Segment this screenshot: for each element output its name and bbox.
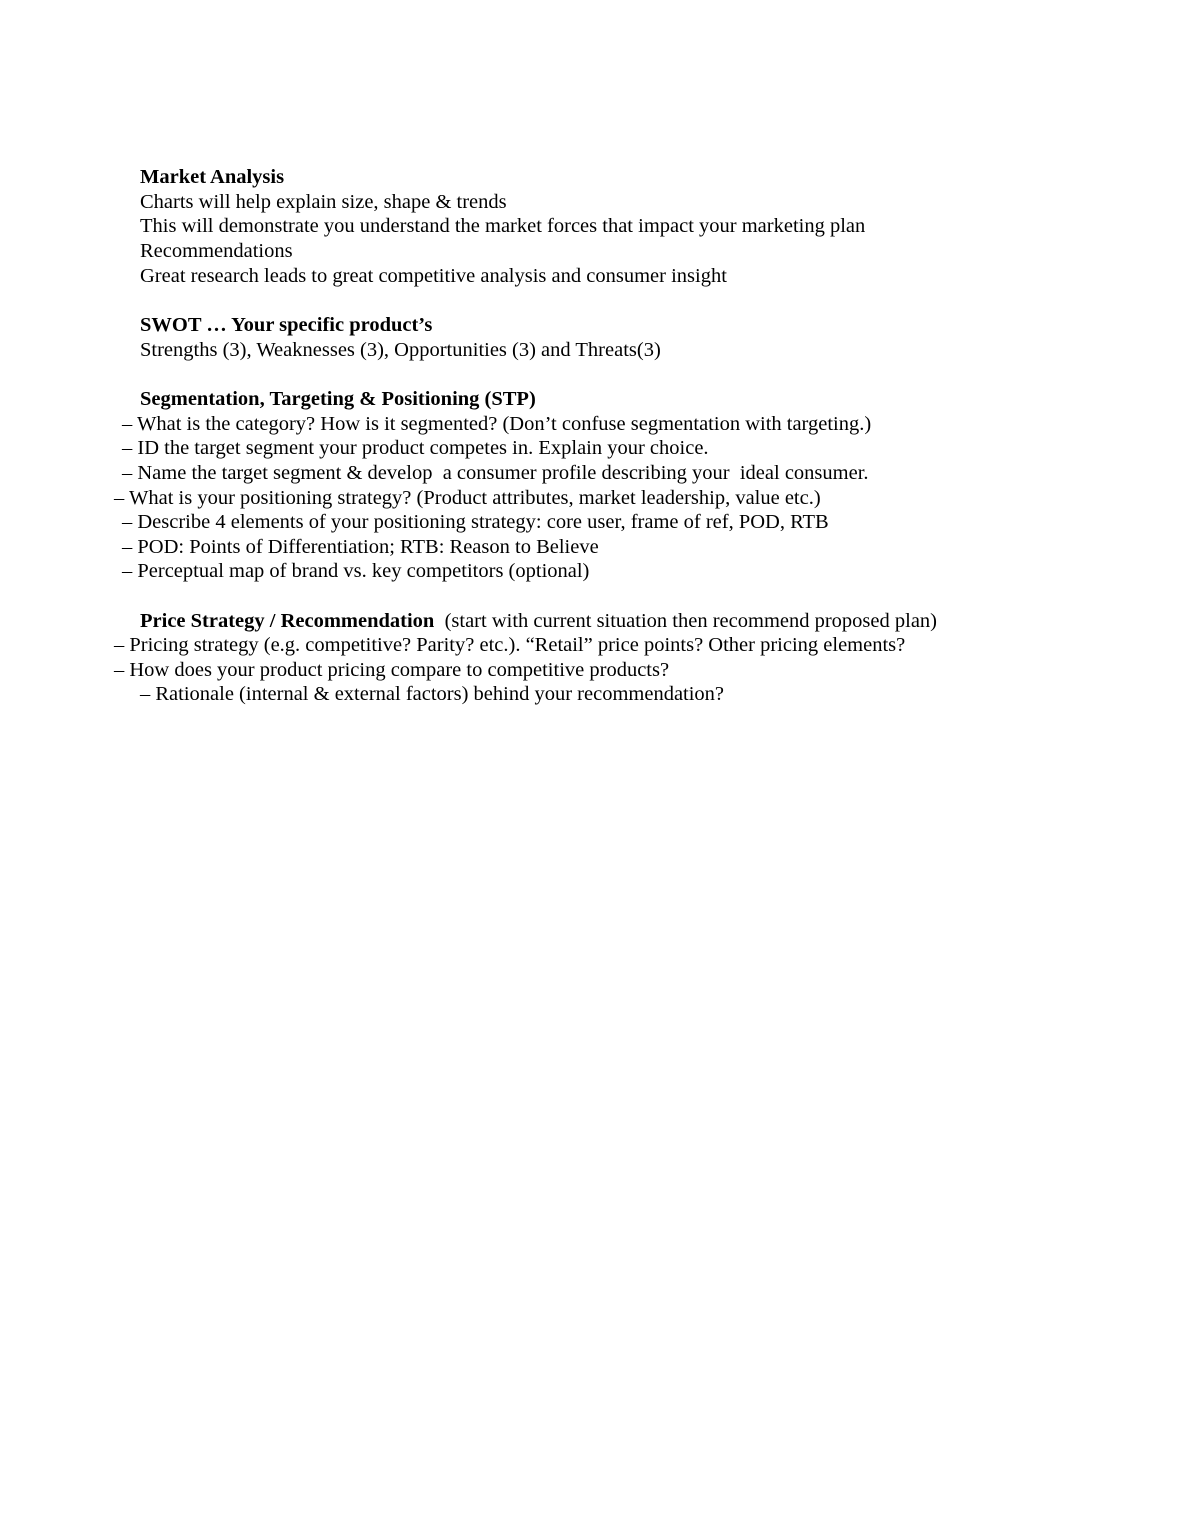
price-heading-line	[140, 609, 937, 633]
market-analysis-line: Great research leads to great competitive analysis and consumer insight	[140, 265, 727, 287]
stp-item: – What is your positioning strategy? (Product attributes, market leadership, value etc.)	[114, 487, 821, 509]
stp-item: – POD: Points of Differentiation; RTB: Reason to Believe	[122, 536, 599, 558]
stp-item: – Describe 4 elements of your positioning strategy: core user, frame of ref, POD, RTB	[122, 511, 829, 533]
swot-line: Strengths (3), Weaknesses (3), Opportunities (3) and Threats(3)	[140, 339, 661, 361]
stp-heading: Segmentation, Targeting & Positioning (STP)	[140, 388, 536, 410]
price-heading-note: (start with current situation then recommend proposed plan)	[434, 610, 938, 632]
stp-item: – ID the target segment your product competes in. Explain your choice.	[122, 437, 709, 459]
market-analysis-line: This will demonstrate you understand the market forces that impact your marketing plan	[140, 215, 866, 237]
stp-item: – Perceptual map of brand vs. key competitors (optional)	[122, 560, 590, 582]
price-item: – Rationale (internal & external factors) behind your recommendation?	[140, 683, 725, 705]
price-item: – Pricing strategy (e.g. competitive? Parity? etc.). “Retail” price points? Other pricing elements?	[114, 634, 906, 656]
market-analysis-heading: Market Analysis	[140, 166, 285, 188]
stp-item: – What is the category? How is it segmented? (Don’t confuse segmentation with targeting.)	[122, 413, 872, 435]
price-heading: Price Strategy / Recommendation	[140, 610, 435, 632]
market-analysis-line: Charts will help explain size, shape & trends	[140, 191, 507, 213]
price-item: – How does your product pricing compare to competitive products?	[114, 659, 670, 681]
swot-heading: SWOT … Your specific product’s	[140, 314, 433, 336]
market-analysis-line: Recommendations	[140, 240, 293, 262]
stp-item: – Name the target segment & develop a consumer profile describing your ideal consumer.	[122, 462, 869, 484]
